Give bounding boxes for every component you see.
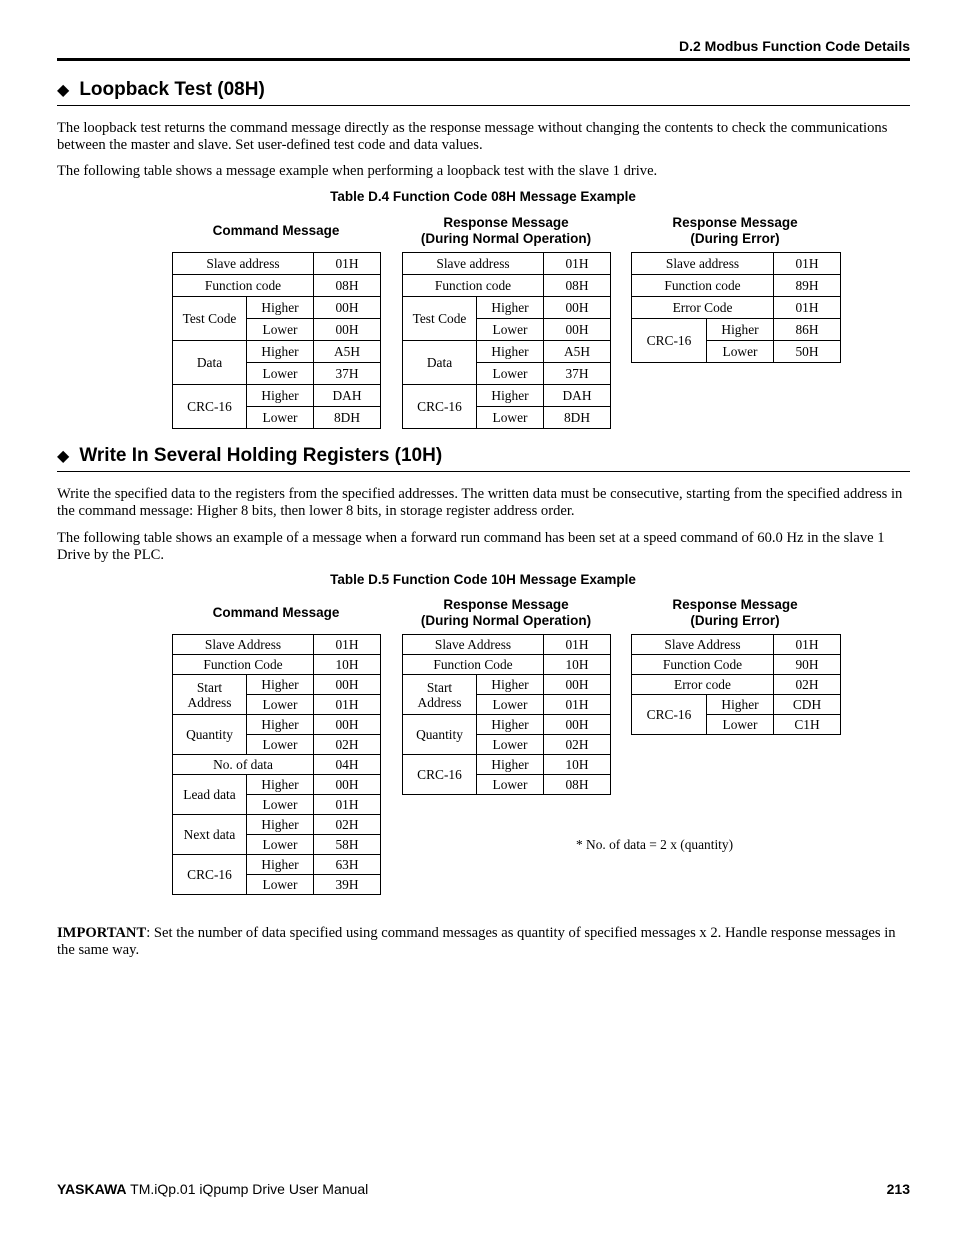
cell-label: Lower xyxy=(477,775,544,795)
important-note xyxy=(57,925,910,959)
table-row xyxy=(632,275,841,297)
cell-value: 01H xyxy=(314,635,381,655)
cell-label: CRC-16 xyxy=(403,385,477,429)
cell-label: CRC-16 xyxy=(632,319,707,363)
cell-label: Lower xyxy=(707,341,774,363)
cell-label: Quantity xyxy=(403,715,477,755)
table-row xyxy=(173,385,381,407)
table-row xyxy=(403,385,611,407)
section-title-text: Loopback Test (08H) xyxy=(79,79,265,100)
cell-label: Slave address xyxy=(632,253,774,275)
cell-label: Lower xyxy=(247,735,314,755)
cell-label: Test Code xyxy=(173,297,247,341)
cell-value: 02H xyxy=(314,815,381,835)
cell-label: Lower xyxy=(477,363,544,385)
cell-label: Next data xyxy=(173,815,247,855)
cell-value: A5H xyxy=(544,341,611,363)
cell-label: Lower xyxy=(477,735,544,755)
cell-value: DAH xyxy=(544,385,611,407)
table-row xyxy=(403,275,611,297)
cell-value: 02H xyxy=(314,735,381,755)
cell-value: 02H xyxy=(774,675,841,695)
table-row xyxy=(403,635,611,655)
table-row xyxy=(632,655,841,675)
table-row xyxy=(173,275,381,297)
cell-value: 8DH xyxy=(314,407,381,429)
cell-value: 00H xyxy=(544,319,611,341)
cell-value: 00H xyxy=(314,715,381,735)
cell-value: 01H xyxy=(544,635,611,655)
table-write-normal xyxy=(402,634,611,795)
cell-value: 37H xyxy=(314,363,381,385)
table-row xyxy=(173,815,381,835)
cell-label: Start Address xyxy=(173,675,247,715)
cell-label: Higher xyxy=(247,297,314,319)
column-heading-normal: Response Message (During Normal Operation) xyxy=(420,215,592,246)
cell-label: Lower xyxy=(477,319,544,341)
cell-value: 04H xyxy=(314,755,381,775)
paragraph: The following table shows a message example when performing a loopback test with the slave 1 drive. xyxy=(57,163,658,179)
cell-label: Lower xyxy=(477,407,544,429)
cell-value: CDH xyxy=(774,695,841,715)
cell-value: 90H xyxy=(774,655,841,675)
cell-value: 63H xyxy=(314,855,381,875)
cell-value: DAH xyxy=(314,385,381,407)
section-title-text: Write In Several Holding Registers (10H) xyxy=(79,445,443,466)
cell-label: Function Code xyxy=(173,655,314,675)
cell-value: 00H xyxy=(314,319,381,341)
table-loopback-command xyxy=(172,252,381,429)
cell-label: Higher xyxy=(247,815,314,835)
cell-label: Higher xyxy=(247,341,314,363)
cell-value: 08H xyxy=(544,775,611,795)
cell-value: 01H xyxy=(774,635,841,655)
cell-label: Lower xyxy=(247,363,314,385)
table-caption: Table D.4 Function Code 08H Message Example xyxy=(330,189,636,204)
cell-value: A5H xyxy=(314,341,381,363)
cell-label: Lower xyxy=(707,715,774,735)
table-row xyxy=(632,297,841,319)
column-heading-normal: Response Message (During Normal Operation) xyxy=(420,597,592,628)
cell-label: Test Code xyxy=(403,297,477,341)
cell-label: Higher xyxy=(707,319,774,341)
table-row xyxy=(173,635,381,655)
cell-label: Higher xyxy=(247,775,314,795)
cell-value: 86H xyxy=(774,319,841,341)
table-row xyxy=(173,341,381,363)
cell-label: Data xyxy=(403,341,477,385)
cell-label: CRC-16 xyxy=(173,385,247,429)
paragraph: Write the specified data to the registers from the specified addresses. The written data must be consecutive, starting from the specified address in the command message: Higher 8 bits, then lower 8 bits, in storage register address order. xyxy=(57,486,903,519)
cell-value: 01H xyxy=(544,695,611,715)
cell-label: Slave address xyxy=(403,253,544,275)
cell-value: 00H xyxy=(314,297,381,319)
cell-label: Slave address xyxy=(173,253,314,275)
table-row xyxy=(632,319,841,341)
column-heading-command: Command Message xyxy=(212,223,340,238)
cell-label: Slave Address xyxy=(173,635,314,655)
cell-label: Slave Address xyxy=(403,635,544,655)
cell-value: 01H xyxy=(544,253,611,275)
table-row xyxy=(403,297,611,319)
cell-label: Lower xyxy=(247,835,314,855)
cell-label: No. of data xyxy=(173,755,314,775)
cell-value: 10H xyxy=(544,655,611,675)
cell-label: CRC-16 xyxy=(403,755,477,795)
cell-label: Data xyxy=(173,341,247,385)
cell-label: Lower xyxy=(477,695,544,715)
cell-label: Lower xyxy=(247,795,314,815)
table-row xyxy=(403,715,611,735)
cell-value: 10H xyxy=(314,655,381,675)
table-write-error xyxy=(631,634,841,735)
table-row xyxy=(403,253,611,275)
cell-label: Start Address xyxy=(403,675,477,715)
cell-label: CRC-16 xyxy=(173,855,247,895)
cell-label: Higher xyxy=(247,675,314,695)
cell-label: Higher xyxy=(247,855,314,875)
table-row xyxy=(403,755,611,775)
section-title-loopback xyxy=(57,79,265,101)
table-footnote: * No. of data = 2 x (quantity) xyxy=(576,837,734,852)
cell-label: Higher xyxy=(477,755,544,775)
table-row xyxy=(173,655,381,675)
cell-label: Function Code xyxy=(403,655,544,675)
cell-value: 01H xyxy=(774,297,841,319)
table-caption: Table D.5 Function Code 10H Message Example xyxy=(330,572,636,587)
cell-label: Lower xyxy=(247,695,314,715)
cell-value: 01H xyxy=(314,695,381,715)
cell-label: Higher xyxy=(247,385,314,407)
cell-label: Lead data xyxy=(173,775,247,815)
cell-value: 00H xyxy=(314,675,381,695)
table-row xyxy=(173,253,381,275)
cell-value: 08H xyxy=(544,275,611,297)
cell-label: Slave Address xyxy=(632,635,774,655)
cell-value: 01H xyxy=(314,253,381,275)
cell-label: Function Code xyxy=(632,655,774,675)
table-row xyxy=(403,341,611,363)
page-number: 213 xyxy=(886,1181,910,1197)
cell-value: 58H xyxy=(314,835,381,855)
table-loopback-normal xyxy=(402,252,611,429)
running-header: D.2 Modbus Function Code Details xyxy=(678,38,910,54)
cell-value: 89H xyxy=(774,275,841,297)
table-row xyxy=(173,855,381,875)
cell-value: C1H xyxy=(774,715,841,735)
cell-label: Higher xyxy=(477,675,544,695)
cell-value: 8DH xyxy=(544,407,611,429)
cell-value: 39H xyxy=(314,875,381,895)
table-row xyxy=(632,695,841,715)
cell-value: 02H xyxy=(544,735,611,755)
important-label: IMPORTANT xyxy=(57,925,147,941)
cell-label: Error Code xyxy=(632,297,774,319)
footer-manual-title: TM.iQp.01 iQpump Drive User Manual xyxy=(126,1181,369,1197)
cell-label: Function code xyxy=(173,275,314,297)
cell-label: Quantity xyxy=(173,715,247,755)
cell-label: Function code xyxy=(403,275,544,297)
cell-label: Lower xyxy=(247,319,314,341)
table-row xyxy=(173,775,381,795)
table-row xyxy=(173,715,381,735)
cell-value: 50H xyxy=(774,341,841,363)
cell-value: 01H xyxy=(774,253,841,275)
cell-value: 10H xyxy=(544,755,611,775)
footer-manual xyxy=(57,1181,368,1197)
cell-label: Higher xyxy=(477,341,544,363)
column-heading-command: Command Message xyxy=(212,605,340,620)
cell-label: Higher xyxy=(477,297,544,319)
cell-label: Higher xyxy=(477,715,544,735)
column-heading-error: Response Message (During Error) xyxy=(672,215,798,246)
cell-value: 37H xyxy=(544,363,611,385)
cell-label: Function code xyxy=(632,275,774,297)
cell-label: Higher xyxy=(477,385,544,407)
paragraph: The following table shows an example of a message when a forward run command has been set at a speed command of 60.0 Hz in the slave 1 Drive by the PLC. xyxy=(57,530,885,563)
section-title-write xyxy=(57,445,442,467)
section-rule xyxy=(57,105,910,106)
table-row xyxy=(403,655,611,675)
table-row xyxy=(632,253,841,275)
cell-label: Lower xyxy=(247,407,314,429)
section-rule xyxy=(57,471,910,472)
cell-value: 00H xyxy=(544,675,611,695)
paragraph: The loopback test returns the command message directly as the response message without changing the contents to check the communications between the master and slave. Set user-defined test code and data values. xyxy=(57,120,888,153)
diamond-bullet-icon: ◆ xyxy=(57,82,70,99)
cell-label: CRC-16 xyxy=(632,695,707,735)
footer-brand: YASKAWA xyxy=(57,1181,127,1197)
table-row xyxy=(173,755,381,775)
table-row xyxy=(173,675,381,695)
table-row xyxy=(173,297,381,319)
table-loopback-error xyxy=(631,252,841,363)
column-heading-error: Response Message (During Error) xyxy=(672,597,798,628)
cell-label: Error code xyxy=(632,675,774,695)
cell-value: 00H xyxy=(314,775,381,795)
table-row xyxy=(403,675,611,695)
diamond-bullet-icon: ◆ xyxy=(57,448,70,465)
cell-label: Higher xyxy=(707,695,774,715)
cell-label: Higher xyxy=(247,715,314,735)
table-write-command xyxy=(172,634,381,895)
cell-value: 00H xyxy=(544,715,611,735)
cell-label: Lower xyxy=(247,875,314,895)
cell-value: 01H xyxy=(314,795,381,815)
table-row xyxy=(632,635,841,655)
cell-value: 00H xyxy=(544,297,611,319)
table-row xyxy=(632,675,841,695)
header-rule xyxy=(57,58,910,61)
cell-value: 08H xyxy=(314,275,381,297)
important-text: : Set the number of data specified using command messages as quantity of specified messages x 2. Handle response messages in the same way. xyxy=(57,925,896,958)
